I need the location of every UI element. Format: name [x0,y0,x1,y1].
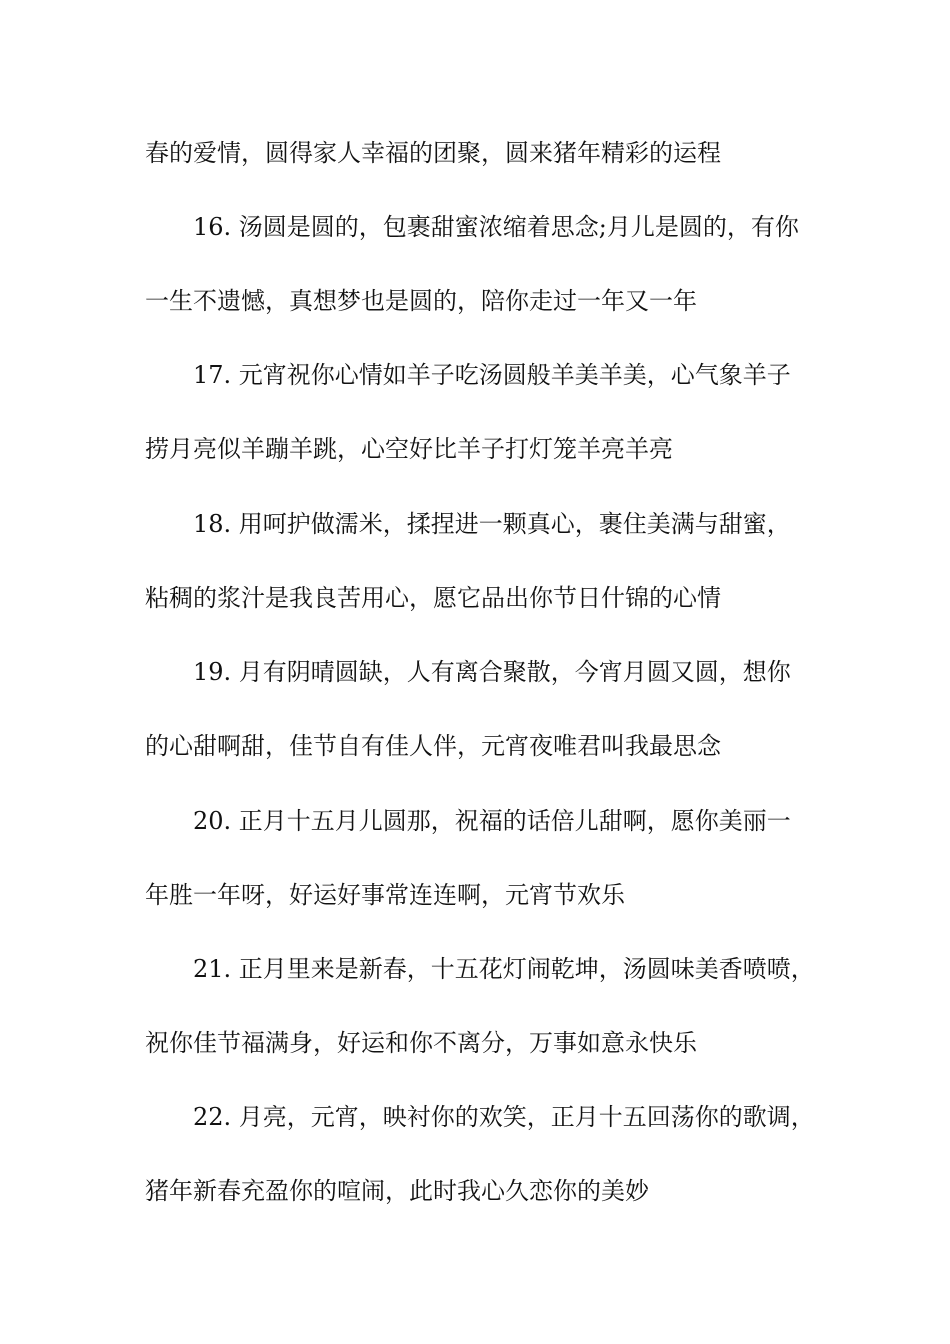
list-item-20-line-2: 年胜一年呀，好运好事常连连啊，元宵节欢乐 [145,881,625,909]
list-item-18-line-2: 粘稠的浆汁是我良苦用心，愿它品出你节日什锦的心情 [145,584,721,612]
list-item-17-line-2: 捞月亮似羊蹦羊跳，心空好比羊子打灯笼羊亮羊亮 [145,435,673,463]
list-item-18-line-1: 18. 用呵护做濡米，揉捏进一颗真心，裹住美满与甜蜜， [193,510,791,538]
list-item-16-line-1: 16. 汤圆是圆的，包裹甜蜜浓缩着思念;月儿是圆的，有你 [193,213,799,241]
list-item-20-line-1: 20. 正月十五月儿圆那，祝福的话倍儿甜啊，愿你美丽一 [193,807,791,835]
list-item-17-line-1: 17. 元宵祝你心情如羊子吃汤圆般羊美羊美，心气象羊子 [193,361,791,389]
list-item-19-line-1: 19. 月有阴晴圆缺，人有离合聚散，今宵月圆又圆，想你 [193,658,791,686]
list-item-21-line-1: 21. 正月里来是新春，十五花灯闹乾坤，汤圆味美香喷喷， [193,955,815,983]
list-item-22-line-2: 猪年新春充盈你的喧闹，此时我心久恋你的美妙 [145,1177,649,1205]
list-item-22-line-1: 22. 月亮，元宵，映衬你的欢笑，正月十五回荡你的歌调， [193,1103,815,1131]
list-item-19-line-2: 的心甜啊甜，佳节自有佳人伴，元宵夜唯君叫我最思念 [145,732,721,760]
list-item-16-line-2: 一生不遗憾，真想梦也是圆的，陪你走过一年又一年 [145,287,697,315]
list-item-21-line-2: 祝你佳节福满身，好运和你不离分，万事如意永快乐 [145,1029,697,1057]
text-line-continuation: 春的爱情，圆得家人幸福的团聚，圆来猪年精彩的运程 [145,139,721,167]
